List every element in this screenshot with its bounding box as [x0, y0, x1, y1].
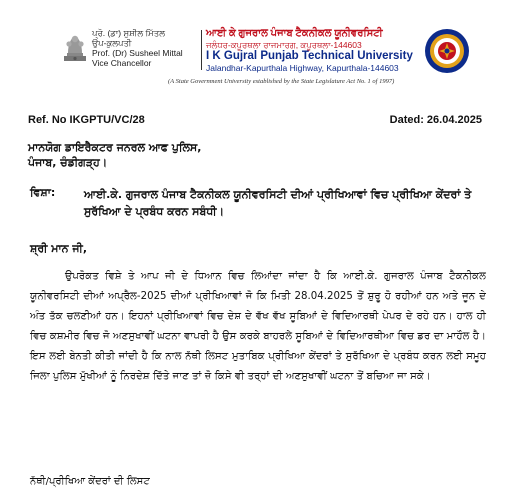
- letter-body: ਉਪਰੋਕਤ ਵਿਸ਼ੇ ਤੇ ਆਪ ਜੀ ਦੇ ਧਿਆਨ ਵਿਚ ਲਿਆਂਦਾ ਜਾਂਦਾ ਹੈ ਕਿ ਆਈ.ਕੇ. ਗੁਜਰਾਲ ਪੰਜਾਬ ਟੈਕਨੀਕਲ ਯੂਨੀਵਰਸਿਟੀ ਦੀਆਂ ਅਪ੍ਰੈਲ-2025 ਦੀਆਂ ਪ੍ਰੀਖਿਆਵਾਂ ਜੋ ਕਿ ਮਿਤੀ 28.04.2025 ਤੋਂ ਸ਼ੁਰੂ ਹੋ ਰਹੀਆਂ ਹਨ ਅਤੇ ਜੂਨ ਦੇ ਅੰਤ ਤੱਕ ਚਲਣੀਆਂ ਹਨ। ਇਹਨਾਂ ਪ੍ਰੀਖਿਆਵਾਂ ਵਿਚ ਦੇਸ਼ ਦੇ ਵੱਖ ਵੱਖ ਸੂਬਿਆਂ ਦੇ ਵਿਦਿਆਰਥੀ ਪੇਪਰ ਦੇ ਰਹੇ ਹਨ। ਹਾਲ ਹੀ ਵਿਚ ਕਸ਼ਮੀਰ ਵਿਚ ਜੋ ਅਣਸੁਖਾਵੀਂ ਘਟਨਾ ਵਾਪਰੀ ਹੈ ਉਸ ਕਰਕੇ ਬਾਹਰਲੇ ਸੂਬਿਆਂ ਦੇ ਵਿਦਿਆਰਥੀਆ ਵਿਚ ਡਰ ਦਾ ਮਾਹੌਲ ਹੈ। ਇਸ ਲਈ ਬੇਨਤੀ ਕੀਤੀ ਜਾਂਦੀ ਹੈ ਕਿ ਨਾਲ ਨੱਥੀ ਲਿਸਟ ਮੁਤਾਬਿਕ ਪ੍ਰੀਖਿਆ ਕੇਂਦਰਾਂ ਤੇ ਸੁਰੱਖਿਆ ਦੇ ਪ੍ਰਬੰਧ ਕਰਨ ਲਈ ਸਮੂਹ ਜਿਲਾ ਪੁਲਿਸ ਮੁੱਖੀਆਂ ਨੂੰ ਨਿਰਦੇਸ਼ ਦਿੱਤੇ ਜਾਣ ਤਾਂ ਜ਼ੋ ਕਿਸੇ ਵੀ ਤਰ੍ਹਾਂ ਦੀ ਅਣਸੁਖਾਵੀਂ ਘਟਨਾ ਤੋਂ ਬਚਿਆ ਜਾ ਸਕੇ।: [30, 271, 486, 382]
- university-statement: (A State Government University established by the State Legislature Act No. 1 of 1997): [168, 78, 395, 85]
- vc-title-gurmukhi: ਉਪ-ਕੁਲਪਤੀ: [92, 38, 132, 48]
- reference-number: Ref. No IKGPTU/VC/28: [28, 114, 145, 126]
- state-emblem-icon: [58, 30, 92, 64]
- recipient-address: [28, 140, 201, 170]
- enclosure-line: ਨੱਥੀ/ਪ੍ਰੀਖਿਆ ਕੇਂਦਰਾਂ ਦੀ ਲਿਸਟ: [30, 476, 150, 487]
- university-name-gurmukhi: ਆਈ ਕੇ ਗੁਜਰਾਲ ਪੰਜਾਬ ਟੈਕਨੀਕਲ ਯੂਨੀਵਰਸਿਟੀ: [206, 28, 383, 39]
- salutation: ਸ਼੍ਰੀ ਮਾਨ ਜੀ,: [30, 242, 88, 255]
- university-name-english: I K Gujral Punjab Technical University: [206, 50, 413, 62]
- header-divider: [201, 30, 202, 70]
- university-address-gurmukhi: ਜਲੰਧਰ-ਕਪੂਰਥਲਾ ਰਾਜਮਾਰਗ, ਕਪੂਰਥਲਾ-144603: [206, 40, 362, 50]
- letterhead: [0, 0, 512, 96]
- reference-row: [0, 114, 512, 132]
- university-block: [206, 28, 424, 73]
- vice-chancellor-block: [92, 28, 196, 68]
- vc-title-english: Vice Chancellor: [92, 58, 152, 68]
- university-logo-icon: [424, 28, 470, 74]
- subject-label: ਵਿਸ਼ਾ:: [30, 186, 56, 199]
- university-address-english: Jalandhar-Kapurthala Highway, Kapurthala-144603: [206, 63, 399, 73]
- recipient-line-1: ਮਾਨਯੋਗ ਡਾਇਰੈਕਟਰ ਜਨਰਲ ਆਫ ਪੁਲਿਸ,: [28, 141, 202, 154]
- subject-text: ਆਈ.ਕੇ. ਗੁਜਰਾਲ ਪੰਜਾਬ ਟੈਕਨੀਕਲ ਯੂਨੀਵਰਸਿਟੀ ਦੀਆਂ ਪ੍ਰੀਖਿਆਵਾਂ ਵਿਚ ਪ੍ਰੀਖਿਆ ਕੇਂਦਰਾਂ ਤੇ ਸੁਰੱਖਿਆ ਦੇ ਪ੍ਰਬੰਧ ਕਰਨ ਸਬੰਧੀ।: [84, 188, 472, 218]
- vc-name-gurmukhi: ਪ੍ਰੋ. (ਡਾ) ਸੁਸ਼ੀਲ ਮਿੱਤਲ: [92, 28, 165, 38]
- letter-date: Dated: 26.04.2025: [389, 114, 482, 126]
- recipient-line-2: ਪੰਜਾਬ, ਚੰਡੀਗੜ੍ਹ।: [28, 156, 108, 169]
- vc-name-english: Prof. (Dr) Susheel Mittal: [92, 48, 183, 58]
